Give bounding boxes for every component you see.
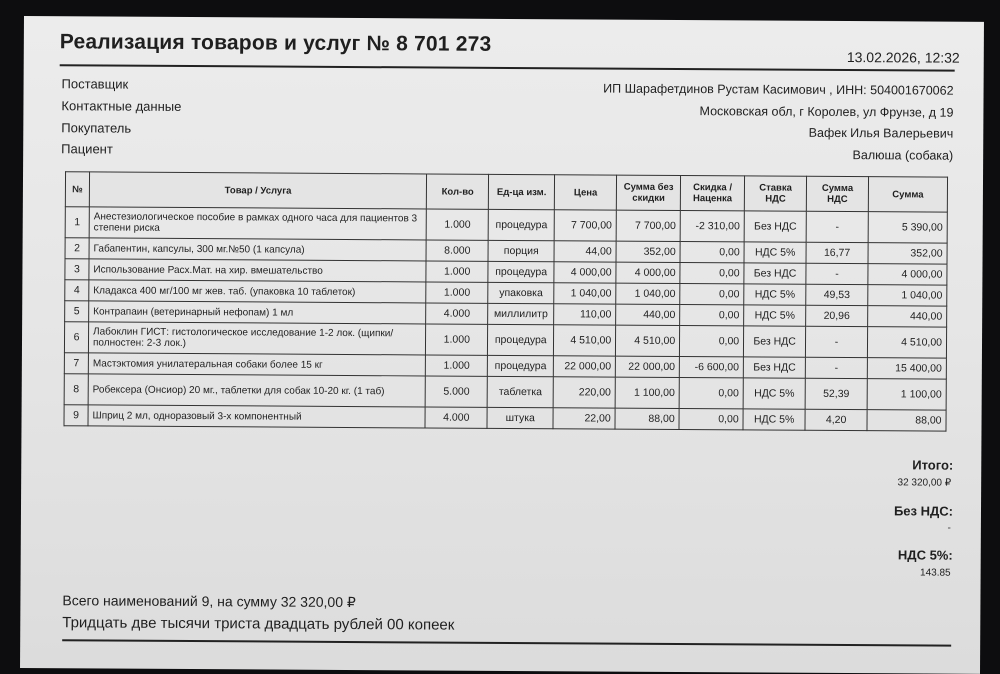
cell-index: 6 xyxy=(64,322,88,353)
cell-sum-no-discount: 1 040,00 xyxy=(616,283,680,304)
cell-sum: 440,00 xyxy=(868,306,947,327)
header-sum: Сумма xyxy=(868,177,947,212)
cell-sum-no-discount: 1 100,00 xyxy=(615,377,679,408)
cell-vat-sum: 20,96 xyxy=(806,305,868,326)
cell-price: 110,00 xyxy=(554,304,616,325)
cell-sum: 1 040,00 xyxy=(868,285,947,306)
cell-sum-no-discount: 440,00 xyxy=(616,304,680,325)
cell-vat-sum: 4,20 xyxy=(805,409,867,430)
cell-sum-no-discount: 7 700,00 xyxy=(616,210,680,241)
cell-item: Использование Расх.Мат. на хир. вмешательство xyxy=(89,259,426,282)
cell-vat-sum: - xyxy=(806,263,868,284)
cell-item: Робексера (Онсиор) 20 мг., таблетки для собак 10-20 кг. (1 таб) xyxy=(88,374,426,407)
cell-vat-rate: НДС 5% xyxy=(744,284,806,305)
buyer-value: Вафек Илья Валерьевич xyxy=(808,125,954,141)
cell-index: 1 xyxy=(65,207,89,238)
cell-item: Мастэктомия унилатеральная собаки более 15 кг xyxy=(88,353,425,376)
cell-unit: процедура xyxy=(488,324,554,355)
cell-item: Габапентин, капсулы, 300 мг.№50 (1 капсула) xyxy=(89,238,426,261)
cell-vat-rate: НДС 5% xyxy=(744,305,806,326)
cell-price: 22,00 xyxy=(553,408,615,429)
footer-divider xyxy=(62,639,951,646)
total-label: Итого: xyxy=(912,457,954,473)
cell-discount: 0,00 xyxy=(680,305,744,326)
cell-vat-sum: 52,39 xyxy=(805,378,867,409)
cell-item: Лабоклин ГИСТ: гистологическое исследование 1-2 лок. (щипки/полностен: 2-3 лок.) xyxy=(88,322,426,355)
patient-label: Пациент xyxy=(61,141,113,157)
cell-index: 4 xyxy=(65,280,89,301)
cell-vat-rate: Без НДС xyxy=(743,357,805,378)
cell-unit: процедура xyxy=(488,355,554,376)
cell-item: Контрапаин (ветеринарный нефопам) 1 мл xyxy=(89,301,426,324)
header-unit: Ед-ца изм. xyxy=(489,174,555,209)
cell-unit: процедура xyxy=(488,209,554,240)
buyer-label: Покупатель xyxy=(61,120,132,136)
cell-sum-no-discount: 4 000,00 xyxy=(616,262,680,283)
cell-sum-no-discount: 352,00 xyxy=(616,241,680,262)
header-discount: Скидка / Наценка xyxy=(680,176,744,211)
cell-vat-rate: Без НДС xyxy=(744,326,806,357)
header-qty: Кол-во xyxy=(427,174,489,209)
table-row xyxy=(64,405,946,431)
cell-vat-rate: Без НДС xyxy=(744,263,806,284)
cell-vat-rate: НДС 5% xyxy=(743,378,805,409)
cell-unit: штука xyxy=(487,407,553,428)
cell-vat-sum: 49,53 xyxy=(806,284,868,305)
cell-qty: 4.000 xyxy=(425,407,487,428)
cell-price: 4 510,00 xyxy=(554,325,616,356)
header-index: № xyxy=(65,172,89,207)
cell-sum: 15 400,00 xyxy=(867,358,946,379)
cell-discount: 0,00 xyxy=(680,326,744,357)
cell-sum-no-discount: 22 000,00 xyxy=(615,356,679,377)
cell-index: 3 xyxy=(65,259,89,280)
cell-qty: 5.000 xyxy=(425,376,487,407)
cell-qty: 1.000 xyxy=(426,355,488,376)
cell-sum: 1 100,00 xyxy=(867,379,946,410)
cell-sum: 5 390,00 xyxy=(868,212,947,243)
title-divider xyxy=(60,64,955,71)
cell-discount: 0,00 xyxy=(680,242,744,263)
cell-discount: 0,00 xyxy=(680,284,744,305)
cell-item: Анестезиологическое пособие в рамках одного часа для пациентов 3 степени риска xyxy=(89,207,427,240)
items-summary: Всего наименований 9, на сумму 32 320,00 ₽ xyxy=(62,592,356,611)
cell-sum: 4 000,00 xyxy=(868,264,947,285)
total-value: 32 320,00 ₽ xyxy=(897,477,952,489)
cell-index: 8 xyxy=(64,374,88,405)
cell-unit: таблетка xyxy=(487,376,553,407)
cell-discount: -6 600,00 xyxy=(679,357,743,378)
cell-unit: порция xyxy=(488,240,554,261)
cell-qty: 1.000 xyxy=(426,282,488,303)
cell-vat-rate: Без НДС xyxy=(744,211,806,242)
cell-qty: 1.000 xyxy=(426,324,488,355)
cell-item: Кладакса 400 мг/100 мг жев. таб. (упаковка 10 таблеток) xyxy=(89,280,426,303)
cell-vat-rate: НДС 5% xyxy=(743,409,805,430)
amount-in-words: Тридцать две тысячи триста двадцать рублей 00 копеек xyxy=(62,614,455,634)
cell-discount: 0,00 xyxy=(679,409,743,430)
cell-vat-sum: 16,77 xyxy=(806,242,868,263)
cell-index: 7 xyxy=(64,353,88,374)
cell-qty: 8.000 xyxy=(426,240,488,261)
novat-label: Без НДС: xyxy=(893,503,954,519)
cell-qty: 4.000 xyxy=(426,303,488,324)
cell-qty: 1.000 xyxy=(426,209,488,240)
header-price: Цена xyxy=(555,175,617,210)
cell-index: 9 xyxy=(64,405,88,426)
cell-sum: 352,00 xyxy=(868,243,947,264)
contacts-value: Московская обл, г Королев, ул Фрунзе, д 19 xyxy=(699,104,954,120)
items-table xyxy=(63,171,948,431)
vat-label: НДС 5%: xyxy=(897,547,953,563)
cell-index: 2 xyxy=(65,238,89,259)
cell-qty: 1.000 xyxy=(426,261,488,282)
cell-discount: -2 310,00 xyxy=(680,211,744,242)
supplier-label: Поставщик xyxy=(61,76,129,92)
cell-sum-no-discount: 88,00 xyxy=(615,408,679,429)
cell-price: 7 700,00 xyxy=(554,210,616,241)
cell-price: 220,00 xyxy=(553,377,615,408)
document-datetime: 13.02.2026, 12:32 xyxy=(846,49,960,66)
supplier-value: ИП Шарафетдинов Рустам Касимович , ИНН: 504001670062 xyxy=(603,81,954,98)
table-header-row xyxy=(65,172,947,212)
cell-item: Шприц 2 мл, одноразовый 3-х компонентный xyxy=(88,405,425,428)
cell-sum: 88,00 xyxy=(867,410,946,431)
cell-discount: 0,00 xyxy=(679,378,743,409)
contacts-label: Контактные данные xyxy=(61,98,182,114)
cell-discount: 0,00 xyxy=(680,263,744,284)
document-title: Реализация товаров и услуг № 8 701 273 xyxy=(59,30,492,56)
cell-price: 4 000,00 xyxy=(554,262,616,283)
cell-sum: 4 510,00 xyxy=(867,327,946,358)
cell-vat-sum: - xyxy=(805,357,867,378)
invoice-sheet xyxy=(20,16,984,674)
cell-vat-sum: - xyxy=(806,326,868,357)
cell-sum-no-discount: 4 510,00 xyxy=(616,325,680,356)
header-sum-no-discount: Сумма без скидки xyxy=(617,175,681,210)
cell-price: 1 040,00 xyxy=(554,283,616,304)
cell-unit: упаковка xyxy=(488,282,554,303)
novat-value: - xyxy=(947,522,951,534)
cell-unit: процедура xyxy=(488,261,554,282)
cell-index: 5 xyxy=(65,301,89,322)
vat-value: 143.85 xyxy=(919,567,951,579)
cell-price: 44,00 xyxy=(554,241,616,262)
cell-vat-sum: - xyxy=(806,211,868,242)
header-vat-sum: Сумма НДС xyxy=(806,176,868,211)
cell-price: 22 000,00 xyxy=(554,356,616,377)
cell-vat-rate: НДС 5% xyxy=(744,242,806,263)
patient-value: Валюша (собака) xyxy=(852,148,954,163)
header-vat-rate: Ставка НДС xyxy=(744,176,806,211)
cell-unit: миллилитр xyxy=(488,303,554,324)
header-item: Товар / Услуга xyxy=(89,172,427,209)
